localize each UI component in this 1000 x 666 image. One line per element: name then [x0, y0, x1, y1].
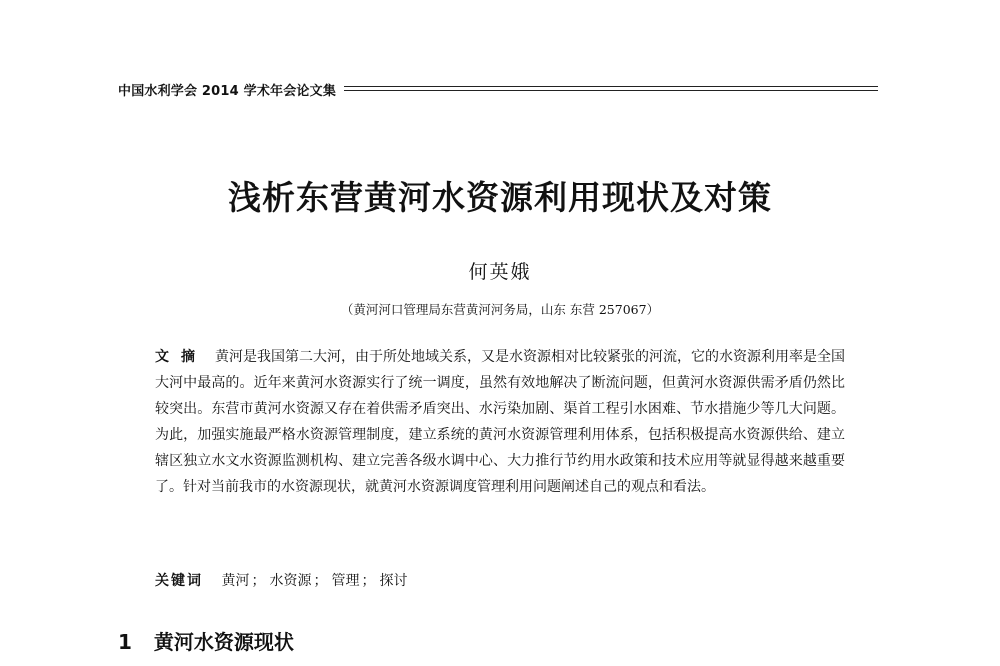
journal-name: 中国水利学会 2014 学术年会论文集	[118, 83, 337, 99]
author-name: 何英娥	[468, 261, 532, 283]
keyword-item: 管理	[331, 573, 360, 589]
abstract	[155, 344, 845, 500]
keyword-item: 黄河	[221, 573, 250, 589]
keyword-separator: ；	[251, 573, 266, 589]
keyword-separator: ；	[313, 573, 328, 589]
paper-title: 浅析东营黄河水资源利用现状及对策	[228, 178, 772, 217]
abstract-text: 黄河是我国第二大河，由于所处地域关系，又是水资源相对比较紧张的河流，它的水资源利用率是全国大河中最高的。近年来黄河水资源实行了统一调度，虽然有效地解决了断流问题，但黄河水资源供需矛盾仍然比较突出。东营市黄河水资源又存在着供需矛盾突出、水污染加剧、渠首工程引水困难、节水措施少等几大问题。为此，加强实施最严格水资源管理制度，建立系统的黄河水资源管理利用体系，包括积极提高水资源供给、建立辖区独立水文水资源监测机构、建立完善各级水调中心、大力推行节约用水政策和技术应用等就显得越来越重要了。针对当前我市的水资源现状，就黄河水资源调度管理利用问题阐述自己的观点和看法。	[155, 349, 845, 495]
keyword-item: 探讨	[379, 573, 408, 589]
abstract-label: 文摘	[155, 349, 207, 365]
author-affiliation: （黄河河口管理局东营黄河河务局，山东 东营 257067）	[340, 302, 660, 317]
section-number: 1	[118, 630, 132, 654]
running-header	[118, 78, 878, 100]
header-rule	[344, 86, 878, 92]
keyword-separator: ；	[361, 573, 376, 589]
keywords-label: 关键词	[155, 573, 203, 589]
keyword-item: 水资源	[269, 573, 312, 589]
section-title: 黄河水资源现状	[153, 630, 294, 654]
section-heading	[118, 626, 294, 655]
keywords	[155, 570, 845, 590]
